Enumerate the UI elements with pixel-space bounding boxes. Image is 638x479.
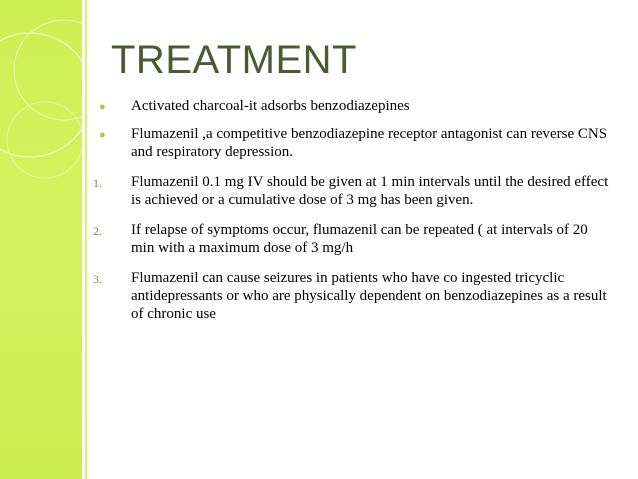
list-item (93, 221, 613, 257)
list-number: 1. (93, 176, 102, 190)
bullet-icon: ● (99, 129, 106, 141)
list-item-text: Activated charcoal-it adsorbs benzodiazepines (131, 98, 410, 114)
list-number: 3. (93, 272, 102, 286)
sidebar-divider (85, 0, 87, 479)
list-item (93, 97, 613, 115)
list-item (93, 125, 613, 161)
list-item-text: Flumazenil 0.1 mg IV should be given at 1 min intervals until the desired effect is achieved or a cumulative dose of 3 mg has been given. (131, 174, 609, 208)
list-item-text: Flumazenil can cause seizures in patients who have co ingested tricyclic antidepressants or who are physically dependent on benzodiazepines as a result of chronic use (131, 270, 607, 322)
decorative-circle-1 (0, 33, 82, 157)
decorative-circle-3 (7, 102, 82, 178)
bullet-icon: ● (99, 101, 106, 113)
list-item (93, 173, 613, 209)
list-item (93, 269, 613, 323)
list-item-text: Flumazenil ,a competitive benzodiazepine receptor antagonist can reverse CNS and respiratory depression. (131, 126, 608, 160)
list-item-text: If relapse of symptoms occur, flumazenil can be repeated ( at intervals of 20 min with a maximum dose of 3 mg/h (131, 222, 588, 256)
decorative-sidebar (0, 0, 82, 479)
slide-title: TREATMENT (111, 38, 357, 82)
treatment-list (93, 97, 613, 335)
decorative-circles (0, 0, 82, 479)
list-number: 2. (93, 224, 102, 238)
